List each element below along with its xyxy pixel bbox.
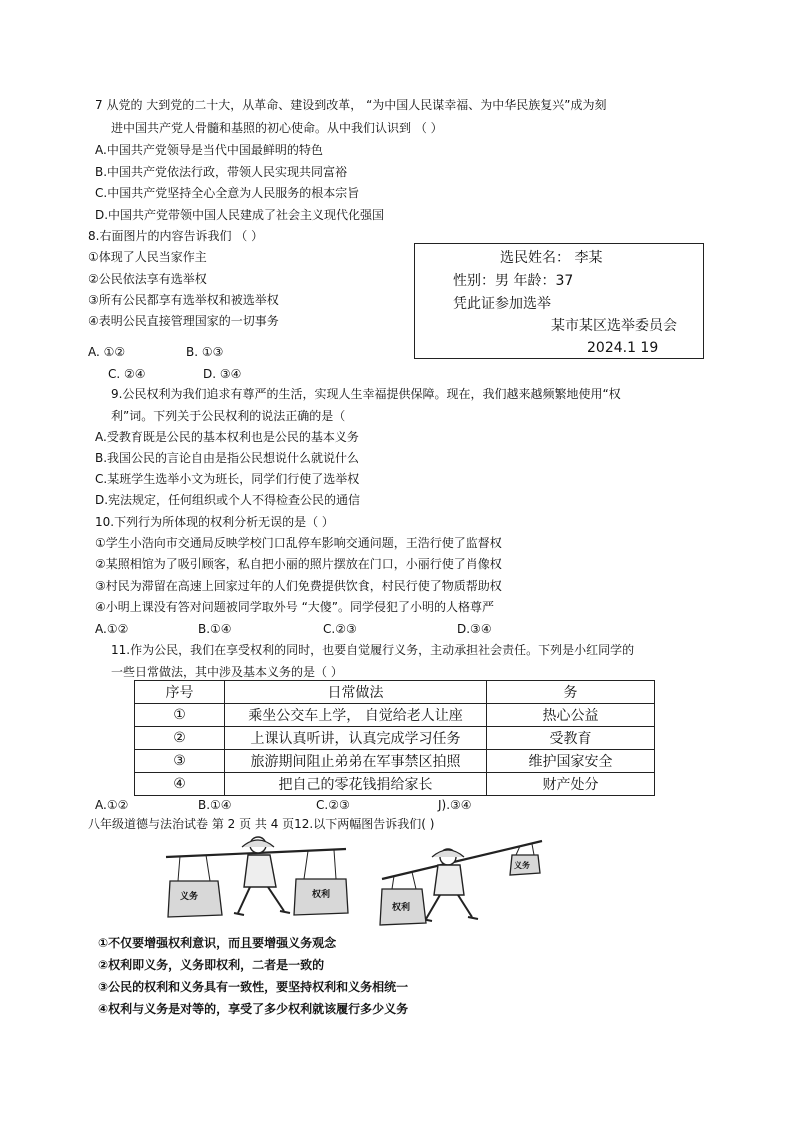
q7-option-a: A.中国共产党领导是当代中国最鲜明的特色	[95, 143, 323, 157]
q10-stem: 10.下列行为所体现的权利分析无误的是（ ）	[95, 515, 334, 529]
cartoon-balanced-carrier	[158, 835, 354, 925]
cartoon-right-label-right: 权利	[392, 903, 411, 913]
q9-option-a: A.受教育既是公民的基本权利也是公民的基本义务	[95, 430, 359, 444]
table-cell: 乘坐公交车上学， 自觉给老人让座	[225, 704, 487, 727]
q8-answer-d: D. ③④	[203, 367, 242, 381]
q10-answer-c: C.②③	[323, 622, 357, 636]
q11-stem-line1: 11.作为公民，我们在享受权利的同时，也要自觉履行义务，主动承担社会责任。下列是小红同学的	[111, 643, 635, 657]
table-header: 日常做法	[225, 681, 487, 704]
q9-option-b: B.我国公民的言论自由是指公民想说什么就说什么	[95, 451, 360, 465]
q7-stem-line2: 进中国共产党人骨髓和基照的初心使命。从中我们认识到 （ ）	[111, 121, 443, 135]
table-cell: 财产处分	[487, 773, 655, 796]
cert-issuer: 某市某区选举委员会	[551, 318, 677, 334]
q8-item-4: ④表明公民直接管理国家的一切事务	[88, 314, 279, 328]
cartoon-right-label-duty: 义务	[514, 861, 530, 870]
q11-answer-d: J).③④	[438, 798, 472, 812]
table-cell: ②	[135, 727, 225, 750]
voter-certificate	[414, 243, 704, 359]
table-header-row	[135, 681, 655, 704]
table-cell: 热心公益	[487, 704, 655, 727]
q11-answer-b: B.①④	[198, 798, 232, 812]
q7-option-b: B.中国共产党依法行政，带领人民实现共同富裕	[95, 165, 348, 179]
q12-item-1: ①不仅要增强权利意识，而且要增强义务观念	[98, 936, 337, 950]
q8-item-3: ③所有公民都享有选举权和被选举权	[88, 293, 279, 307]
cert-use-line: 凭此证参加选举	[453, 296, 551, 312]
table-cell: 旅游期间阻止弟弟在军事禁区拍照	[225, 750, 487, 773]
table-row	[135, 750, 655, 773]
q8-item-2: ②公民依法享有选举权	[88, 272, 207, 286]
cartoon-left-label-duty: 义务	[180, 892, 199, 902]
q8-answer-a: A. ①②	[88, 345, 126, 359]
cert-date: 2024.1 19	[587, 340, 659, 356]
q10-answer-b: B.①④	[198, 622, 232, 636]
q10-answer-a: A.①②	[95, 622, 129, 636]
table-cell: 把自己的零花钱捐给家长	[225, 773, 487, 796]
q8-answer-c: C. ②④	[108, 367, 146, 381]
q7-stem-line1: 7 从党的 大到党的二十大，从革命、建设到改革， “为中国人民谋幸福、为中华民族复兴”成为刻	[95, 98, 607, 112]
q9-stem-line2: 利”词。下列关于公民权利的说法正确的是（	[111, 409, 346, 423]
q10-item-1: ①学生小浩向市交通局反映学校门口乱停车影响交通问题，王浩行使了监督权	[95, 536, 502, 550]
table-cell: 上课认真听讲，认真完成学习任务	[225, 727, 487, 750]
q7-option-d: D.中国共产党带领中国人民建成了社会主义现代化强国	[95, 208, 385, 222]
table-cell: ④	[135, 773, 225, 796]
table-cell: ①	[135, 704, 225, 727]
table-cell: ③	[135, 750, 225, 773]
q10-item-4: ④小明上课没有答对问题被同学取外号 “大傻”。同学侵犯了小明的人格尊严	[95, 600, 495, 614]
cert-gender-age: 性别：男 年龄：37	[453, 273, 574, 289]
q11-answer-c: C.②③	[316, 798, 350, 812]
table-cell: 维护国家安全	[487, 750, 655, 773]
q11-answer-a: A.①②	[95, 798, 129, 812]
cert-name-line: 选民姓名： 李某	[500, 250, 603, 266]
table-row	[135, 727, 655, 750]
table-cell: 受教育	[487, 727, 655, 750]
q8-item-1: ①体现了人民当家作主	[88, 250, 207, 264]
q12-item-4: ④权利与义务是对等的，享受了多少权利就该履行多少义务	[98, 1002, 409, 1016]
q10-item-3: ③村民为滞留在高速上回家过年的人们免费提供饮食，村民行使了物质帮助权	[95, 579, 502, 593]
q11-stem-line2: 一些日常做法，其中涉及基本义务的是（ ）	[111, 665, 343, 679]
q12-item-3: ③公民的权利和义务具有一致性，要坚持权利和义务相统一	[98, 980, 409, 994]
table-row	[135, 704, 655, 727]
table-header: 序号	[135, 681, 225, 704]
q9-option-c: C.某班学生选举小文为班长，同学们行使了选举权	[95, 472, 360, 486]
q10-answer-d: D.③④	[457, 622, 492, 636]
q9-stem-line1: 9.公民权利为我们追求有尊严的生活，实现人生幸福提供保障。现在，我们越来越频繁地使用“权	[111, 387, 621, 401]
table-row	[135, 773, 655, 796]
q7-option-c: C.中国共产党坚持全心全意为人民服务的根本宗旨	[95, 186, 360, 200]
q9-option-d: D.宪法规定，任何组织或个人不得检查公民的通信	[95, 493, 361, 507]
cartoon-left-label-right: 权利	[312, 890, 331, 900]
table-header: 务	[487, 681, 655, 704]
q10-item-2: ②某照相馆为了吸引顾客，私自把小丽的照片摆放在门口，小丽行使了肖像权	[95, 557, 502, 571]
q8-stem: 8.右面图片的内容告诉我们 （ ）	[88, 229, 264, 243]
q12-item-2: ②权利即义务，义务即权利，二者是一致的	[98, 958, 325, 972]
page-footer-q12-stem: 八年级道德与法治试卷 第 2 页 共 4 页12.以下两幅图告诉我们( )	[88, 817, 435, 831]
q11-table	[134, 680, 655, 796]
q8-answer-b: B. ①③	[186, 345, 224, 359]
